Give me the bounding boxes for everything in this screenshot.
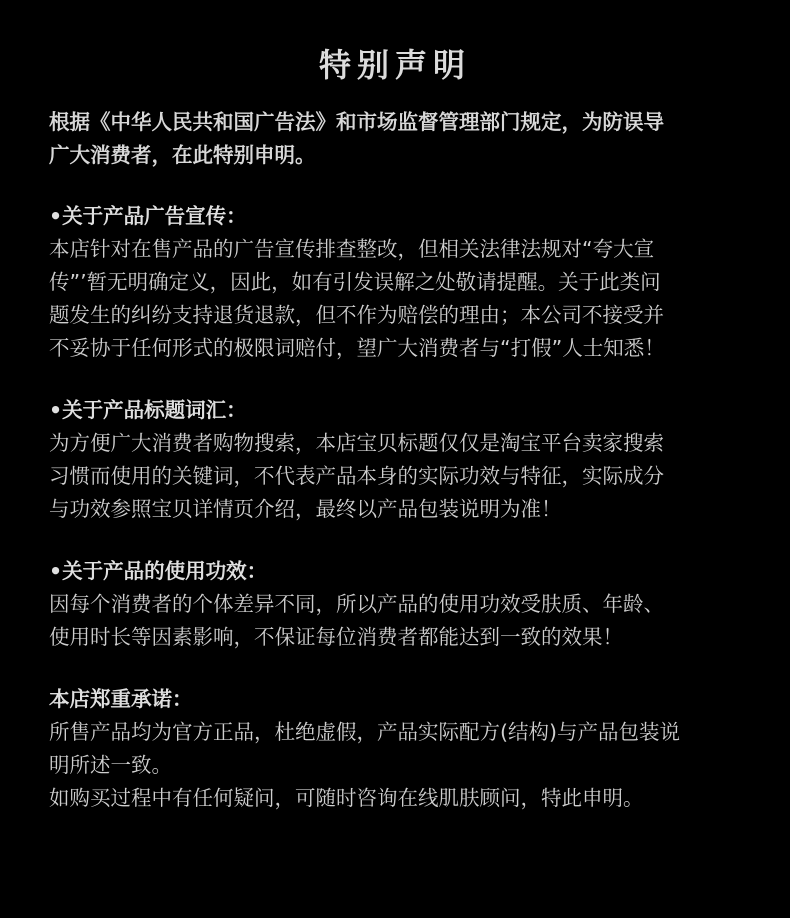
section-heading: •关于产品标题词汇： (49, 398, 247, 422)
section-heading: •关于产品广告宣传： (49, 204, 247, 228)
body-line: 所售产品均为官方正品，杜绝虚假，产品实际配方(结构)与产品包装说 (49, 720, 680, 744)
body-line: 使用时长等因素影响，不保证每位消费者都能达到一致的效果！ (49, 625, 623, 649)
body-line: 传”’暂无明确定义，因此，如有引发误解之处敬请提醒。关于此类问 (49, 270, 661, 294)
body-line: 与功效参照宝贝详情页介绍，最终以产品包装说明为准！ (49, 497, 562, 521)
body-line: 明所述一致。 (49, 753, 172, 777)
page-title: 特别声明 (318, 46, 471, 84)
body-line: 为方便广大消费者购物搜索，本店宝贝标题仅仅是淘宝平台卖家搜索 (49, 431, 664, 455)
section-product-efficacy (49, 555, 744, 654)
section-store-promise (49, 683, 744, 815)
section-body (49, 588, 744, 654)
statement-content (49, 106, 744, 844)
body-line: 题发生的纠纷支持退货退款，但不作为赔偿的理由；本公司不接受并 (49, 303, 664, 327)
body-line: 不妥协于任何形式的极限词赔付，望广大消费者与“打假”人士知悉！ (49, 336, 665, 360)
body-line: 如购买过程中有任何疑问，可随时咨询在线肌肤顾问，特此申明。 (49, 786, 644, 810)
body-line: 习惯而使用的关键词，不代表产品本身的实际功效与特征，实际成分 (49, 464, 664, 488)
section-ad-claims (49, 200, 744, 365)
section-heading: •关于产品的使用功效： (49, 559, 268, 583)
body-line: 本店针对在售产品的广告宣传排查整改，但相关法律法规对“夸大宣 (49, 237, 655, 261)
intro-line: 根据《中华人民共和国广告法》和市场监督管理部门规定，为防误导 (49, 110, 664, 134)
section-heading: 本店郑重承诺： (49, 687, 193, 711)
section-body (49, 716, 744, 815)
body-line: 因每个消费者的个体差异不同，所以产品的使用功效受肤质、年龄、 (49, 592, 664, 616)
intro-line: 广大消费者，在此特别申明。 (49, 143, 316, 167)
section-body (49, 233, 744, 365)
section-title-keywords (49, 394, 744, 526)
intro-paragraph (49, 106, 744, 172)
section-body (49, 427, 744, 526)
